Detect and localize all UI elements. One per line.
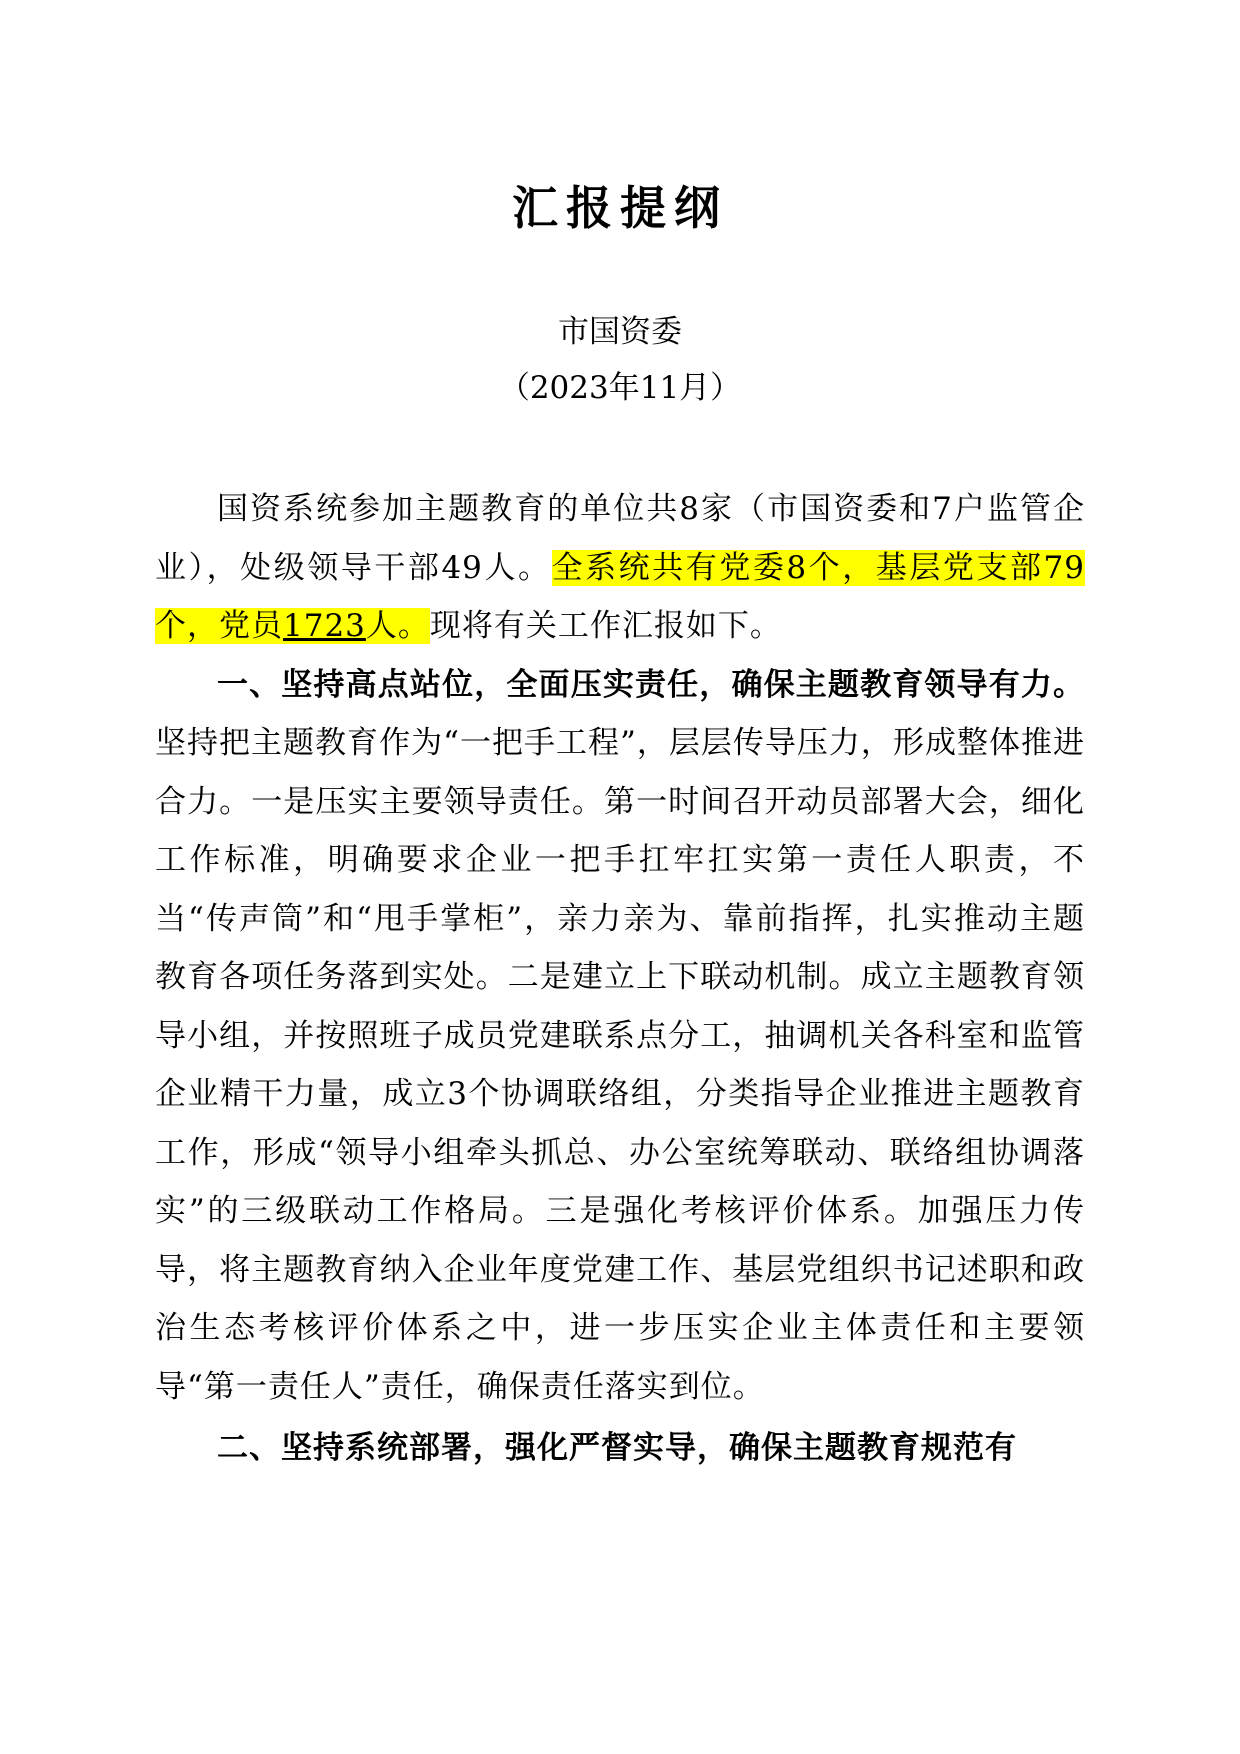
- issuing-organization: 市国资委: [558, 314, 682, 350]
- section-1-paragraph: [155, 656, 1085, 1417]
- section-1-body: 坚持把主题教育作为“一把手工程”，层层传导压力，形成整体推进合力。一是压实主要领导责任。第一时间召开动员部署大会，细化工作标准，明确要求企业一把手扛牢扛实第一责任人职责，不当“传声筒”和“甩手掌柜”，亲力亲为、靠前指挥，扎实推动主题教育各项任务落到实处。二是建立上下联动机制。成立主题教育领导小组，并按照班子成员党建联系点分工，抽调机关各科室和监管企业精干力量，成立3个协调联络组，分类指导企业推进主题教育工作，形成“领导小组牵头抓总、办公室统筹联动、联络组协调落实”的三级联动工作格局。三是强化考核评价体系。加强压力传导，将主题教育纳入企业年度党建工作、基层党组织书记述职和政治生态考核评价体系之中，进一步压实企业主体责任和主要领导“第一责任人”责任，确保责任落实到位。: [155, 725, 1085, 1405]
- intro-closing-text: 现将有关工作汇报如下。: [429, 608, 782, 644]
- section-1-heading: 一、坚持高点站位，全面压实责任，确保主题教育领导有力。: [217, 666, 1085, 703]
- underlined-member-count: 1723: [283, 608, 366, 644]
- section-2-heading: 二、坚持系统部署，强化严督实导，确保主题教育规范有: [217, 1430, 1017, 1466]
- intro-text: 国资系统参加主题教育的单位共8家（市国资委和7户监管企业），处级领导干部49人。: [155, 491, 1085, 586]
- document-title: 汇报提纲: [512, 181, 728, 235]
- document-body: [155, 480, 1085, 1478]
- document-date: （2023年11月）: [498, 370, 742, 406]
- intro-paragraph: [155, 480, 1085, 656]
- section-2-paragraph: [155, 1419, 1085, 1478]
- highlight-text-start: 全系统共有党委8个，基层党支部79个，党员: [155, 549, 1085, 644]
- highlight-text-end: 人。: [365, 608, 430, 644]
